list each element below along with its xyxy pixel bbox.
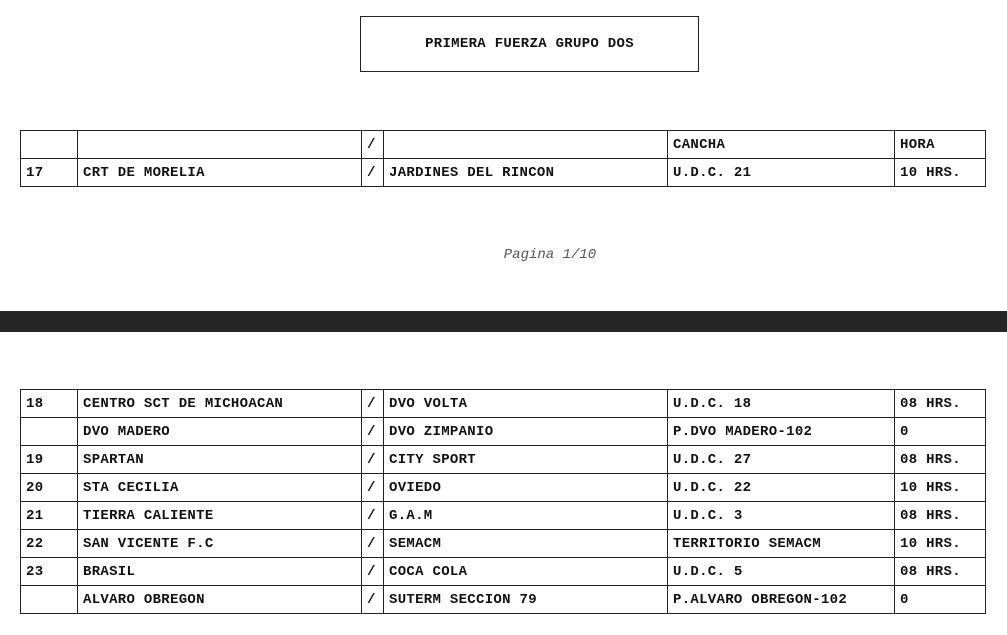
versus-separator-cell: / xyxy=(362,159,384,187)
page-divider xyxy=(0,311,1007,332)
home-team-cell: CRT DE MORELIA xyxy=(78,159,362,187)
versus-separator-cell: / xyxy=(362,530,384,558)
versus-separator-cell: / xyxy=(362,474,384,502)
time-cell: 10 HRS. xyxy=(895,474,986,502)
field-cell: U.D.C. 22 xyxy=(668,474,895,502)
match-number-cell: 21 xyxy=(21,502,78,530)
page-title: PRIMERA FUERZA GRUPO DOS xyxy=(425,36,634,52)
field-cell: U.D.C. 27 xyxy=(668,446,895,474)
table-row xyxy=(21,474,986,502)
home-team-cell: TIERRA CALIENTE xyxy=(78,502,362,530)
fixtures-table-page-2 xyxy=(20,389,986,614)
field-cell: U.D.C. 21 xyxy=(668,159,895,187)
table-row xyxy=(21,530,986,558)
page-title-box xyxy=(360,16,699,72)
time-cell: HORA xyxy=(895,131,986,159)
time-cell: 0 xyxy=(895,586,986,614)
versus-separator-cell: / xyxy=(362,502,384,530)
field-cell: U.D.C. 5 xyxy=(668,558,895,586)
time-cell: 10 HRS. xyxy=(895,159,986,187)
away-team-cell: DVO VOLTA xyxy=(384,390,668,418)
match-number-cell: 23 xyxy=(21,558,78,586)
match-number-cell xyxy=(21,418,78,446)
home-team-cell: BRASIL xyxy=(78,558,362,586)
match-number-cell: 18 xyxy=(21,390,78,418)
table-row xyxy=(21,558,986,586)
field-cell: CANCHA xyxy=(668,131,895,159)
home-team-cell: STA CECILIA xyxy=(78,474,362,502)
page-indicator: Pagina 1/10 xyxy=(503,247,597,263)
versus-separator-cell: / xyxy=(362,390,384,418)
table-header-row xyxy=(21,131,986,159)
match-number-cell xyxy=(21,131,78,159)
field-cell: P.ALVARO OBREGON-102 xyxy=(668,586,895,614)
home-team-cell: DVO MADERO xyxy=(78,418,362,446)
table-row xyxy=(21,418,986,446)
match-number-cell: 17 xyxy=(21,159,78,187)
home-team-cell: CENTRO SCT DE MICHOACAN xyxy=(78,390,362,418)
time-cell: 08 HRS. xyxy=(895,558,986,586)
table-row xyxy=(21,586,986,614)
table-row xyxy=(21,502,986,530)
field-cell: U.D.C. 18 xyxy=(668,390,895,418)
field-cell: U.D.C. 3 xyxy=(668,502,895,530)
away-team-cell xyxy=(384,131,668,159)
away-team-cell: SUTERM SECCION 79 xyxy=(384,586,668,614)
away-team-cell: DVO ZIMPANIO xyxy=(384,418,668,446)
away-team-cell: CITY SPORT xyxy=(384,446,668,474)
versus-separator-cell: / xyxy=(362,418,384,446)
match-number-cell: 19 xyxy=(21,446,78,474)
time-cell: 08 HRS. xyxy=(895,390,986,418)
time-cell: 08 HRS. xyxy=(895,446,986,474)
match-number-cell: 22 xyxy=(21,530,78,558)
away-team-cell: OVIEDO xyxy=(384,474,668,502)
match-number-cell xyxy=(21,586,78,614)
home-team-cell: SAN VICENTE F.C xyxy=(78,530,362,558)
away-team-cell: G.A.M xyxy=(384,502,668,530)
time-cell: 08 HRS. xyxy=(895,502,986,530)
table-row xyxy=(21,159,986,187)
away-team-cell: SEMACM xyxy=(384,530,668,558)
fixtures-table-page-1 xyxy=(20,130,986,187)
field-cell: TERRITORIO SEMACM xyxy=(668,530,895,558)
versus-separator-cell: / xyxy=(362,131,384,159)
home-team-cell xyxy=(78,131,362,159)
table-row xyxy=(21,390,986,418)
versus-separator-cell: / xyxy=(362,558,384,586)
time-cell: 0 xyxy=(895,418,986,446)
field-cell: P.DVO MADERO-102 xyxy=(668,418,895,446)
versus-separator-cell: / xyxy=(362,586,384,614)
home-team-cell: SPARTAN xyxy=(78,446,362,474)
versus-separator-cell: / xyxy=(362,446,384,474)
away-team-cell: JARDINES DEL RINCON xyxy=(384,159,668,187)
time-cell: 10 HRS. xyxy=(895,530,986,558)
away-team-cell: COCA COLA xyxy=(384,558,668,586)
home-team-cell: ALVARO OBREGON xyxy=(78,586,362,614)
match-number-cell: 20 xyxy=(21,474,78,502)
table-row xyxy=(21,446,986,474)
